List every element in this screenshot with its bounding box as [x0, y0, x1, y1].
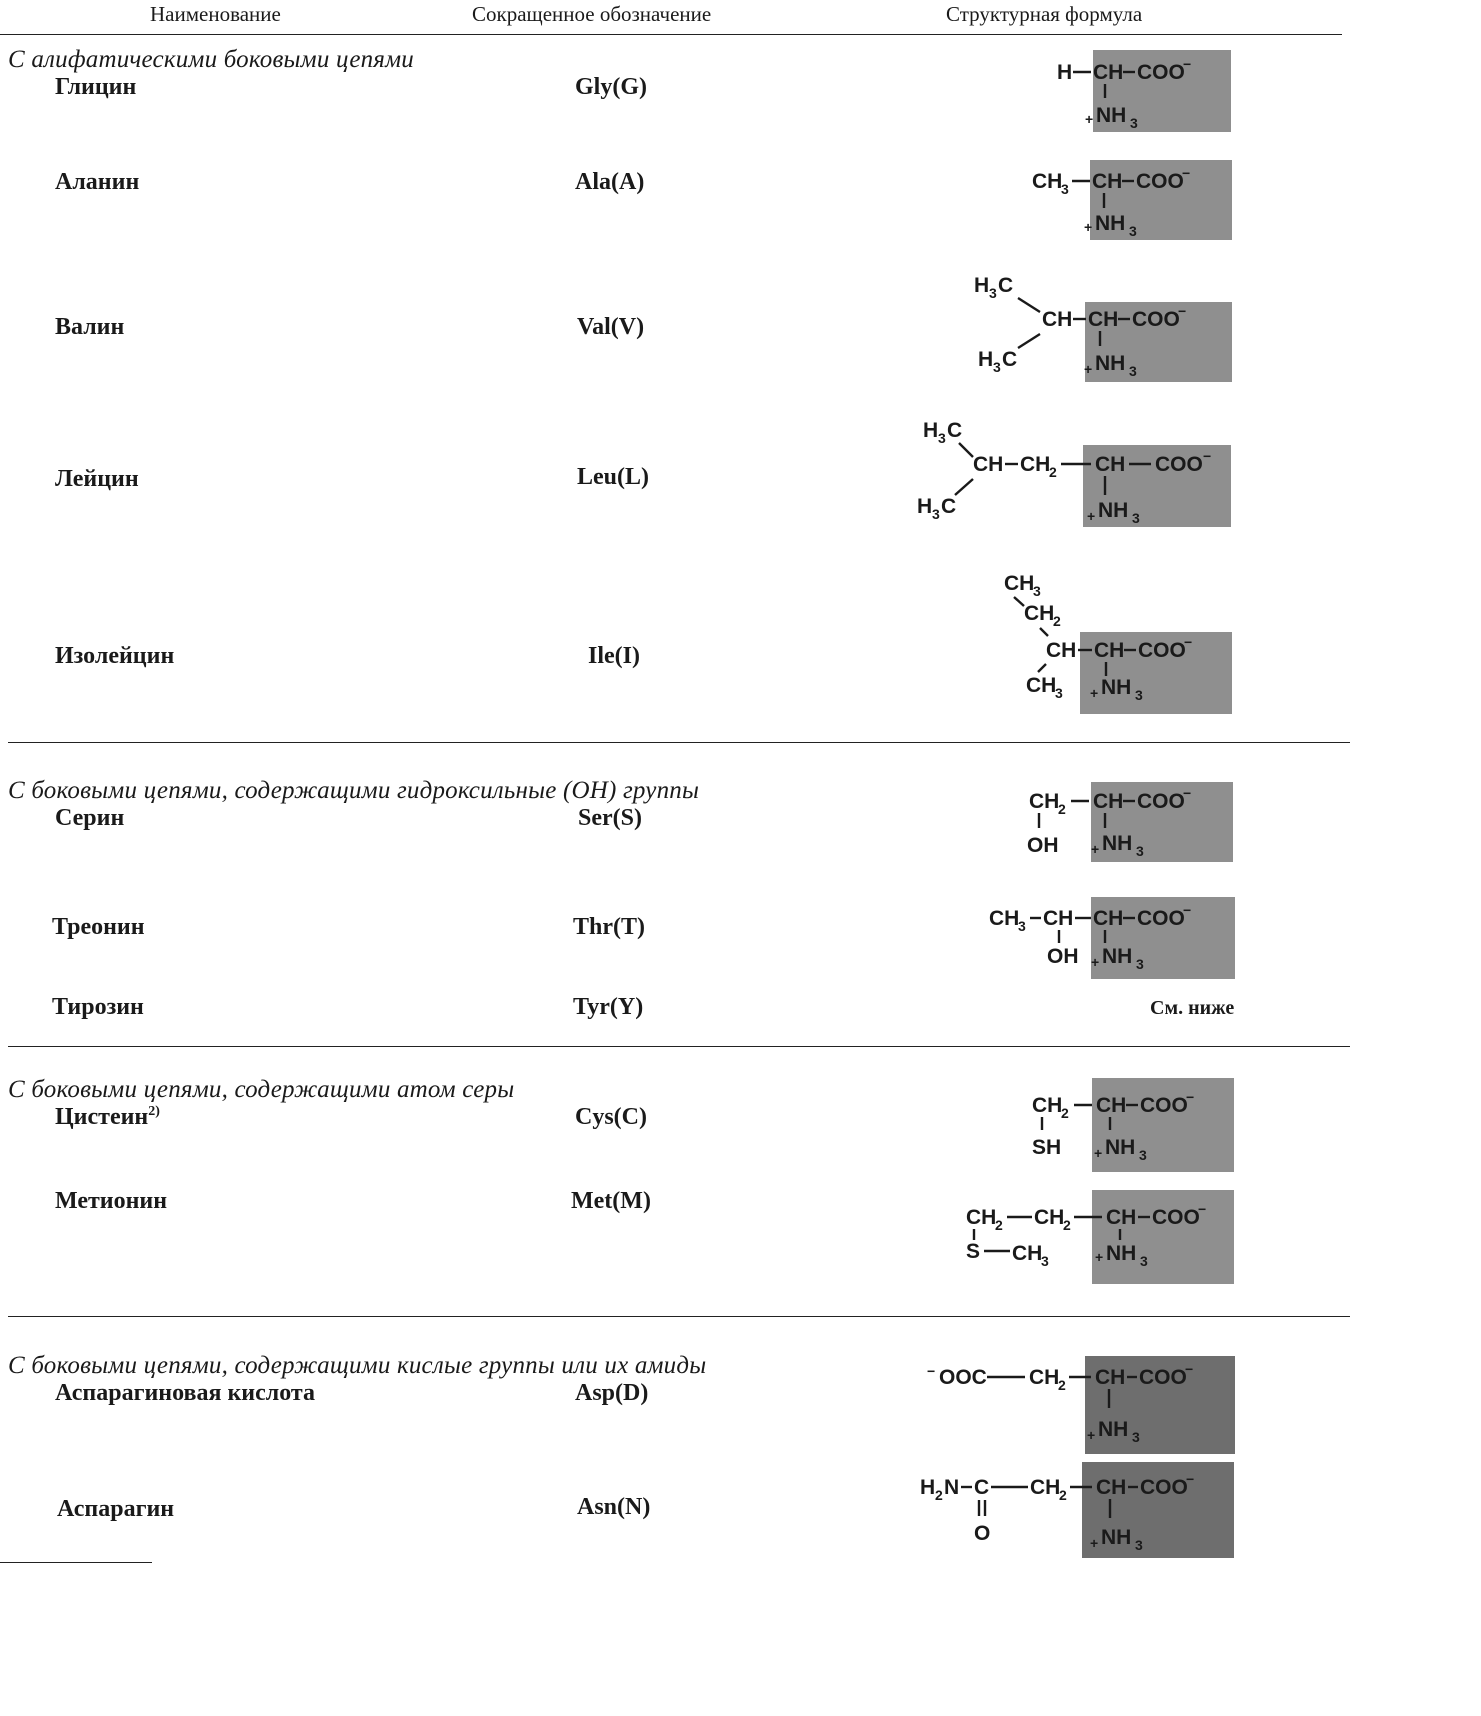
- formula-atom: CH: [1032, 170, 1063, 193]
- formula-charge: −: [1183, 902, 1192, 918]
- row-abbr-glycine: Gly(G): [575, 74, 647, 100]
- formula-atom: CH: [1034, 1206, 1065, 1229]
- formula-atom: S: [966, 1240, 981, 1263]
- formula-subscript: 2: [935, 1487, 943, 1503]
- formula-atom: CH: [1042, 308, 1073, 331]
- formula-subscript: 3: [1140, 1253, 1148, 1269]
- formula-atom: COO: [1137, 907, 1185, 930]
- formula-charge: +: [1094, 1145, 1103, 1161]
- formula-atom: C: [998, 274, 1014, 297]
- row-name-threonine: Треонин: [52, 914, 145, 940]
- formula-charge: +: [1091, 841, 1100, 857]
- formula-atom: CH: [1093, 790, 1124, 813]
- row-name-serine: Серин: [55, 805, 125, 831]
- formula-subscript: 3: [1136, 843, 1144, 859]
- row-name-asparagine: Аспарагин: [57, 1496, 175, 1522]
- formula-subscript: 2: [1058, 801, 1066, 817]
- formula-alanine: [1030, 158, 1235, 243]
- header-rule: [0, 34, 1342, 35]
- formula-subscript: 3: [1041, 1253, 1049, 1269]
- formula-atom: CH: [1004, 572, 1035, 595]
- formula-serine: [1025, 780, 1237, 865]
- formula-atom: H: [974, 274, 990, 297]
- formula-atom: CH: [1095, 1366, 1126, 1389]
- formula-atom: CH: [1030, 1476, 1061, 1499]
- row-abbr-serine: Ser(S): [578, 805, 642, 831]
- formula-atom: C: [974, 1476, 990, 1499]
- formula-subscript: 3: [1129, 223, 1137, 239]
- formula-subscript: 3: [1132, 510, 1140, 526]
- row-name-cysteine: Цистеин$^{2)}$: [55, 1104, 160, 1130]
- formula-atom: CH: [1092, 170, 1123, 193]
- formula-charge: +: [1090, 1535, 1099, 1551]
- formula-atom: OOC: [939, 1366, 987, 1389]
- formula-atom: CH: [1096, 1476, 1127, 1499]
- formula-charge: +: [1091, 954, 1100, 970]
- formula-methionine: [962, 1188, 1238, 1286]
- formula-subscript: 3: [1135, 687, 1143, 703]
- formula-atom: O: [974, 1522, 991, 1545]
- formula-subscript: 3: [1135, 1537, 1143, 1553]
- formula-atom: CH: [1029, 790, 1060, 813]
- formula-atom: COO: [1136, 170, 1184, 193]
- formula-atom: COO: [1140, 1476, 1188, 1499]
- formula-subscript: 2: [1049, 464, 1057, 480]
- formula-charge: +: [1087, 1427, 1096, 1443]
- row-abbr-tyrosine: Tyr(Y): [573, 994, 644, 1020]
- row-abbr-isoleucine: Ile(I): [588, 643, 640, 669]
- formula-subscript: 3: [1129, 363, 1137, 379]
- formula-leucine: [915, 415, 1235, 530]
- formula-subscript: 3: [1055, 685, 1063, 701]
- row-abbr-cysteine: Cys(C): [575, 1104, 647, 1130]
- formula-atom: C: [941, 495, 957, 518]
- formula-charge: +: [1090, 685, 1099, 701]
- formula-subscript: 3: [1033, 583, 1041, 599]
- section-title-hydroxyl: С боковыми цепями, содержащими гидроксильные (ОН) группы: [8, 777, 700, 804]
- formula-charge: −: [1185, 1361, 1194, 1377]
- formula-subscript: 2: [1061, 1105, 1069, 1121]
- formula-charge: +: [1087, 508, 1096, 524]
- row-abbr-methionine: Met(M): [571, 1188, 651, 1214]
- formula-atom: CH: [1106, 1206, 1137, 1229]
- row-abbr-alanine: Ala(A): [575, 169, 645, 195]
- formula-isoleucine: [1000, 568, 1235, 716]
- formula-atom: CH: [1043, 907, 1074, 930]
- header-formula: Структурная формула: [946, 2, 1143, 26]
- row-abbr-threonine: Thr(T): [573, 914, 645, 940]
- row-name-aspartic-acid: Аспарагиновая кислота: [55, 1380, 316, 1406]
- formula-charge: +: [1095, 1249, 1104, 1265]
- formula-atom: NH: [1106, 1242, 1137, 1265]
- section-rule: [8, 1046, 1350, 1047]
- footnote-marker: 2): [148, 1104, 160, 1119]
- formula-charge: −: [1184, 634, 1193, 650]
- row-name-methionine: Метионин: [55, 1188, 168, 1214]
- row-abbr-valine: Val(V): [577, 314, 645, 340]
- formula-atom: OH: [1047, 945, 1079, 968]
- formula-atom: NH: [1102, 832, 1133, 855]
- section-title-aliphatic: С алифатическими боковыми цепями: [8, 46, 414, 73]
- row-name-isoleucine: Изолейцин: [55, 643, 175, 669]
- formula-atom: CH: [1096, 1094, 1127, 1117]
- formula-subscript: 3: [993, 359, 1001, 375]
- row-abbr-leucine: Leu(L): [577, 464, 649, 490]
- formula-subscript: 3: [1130, 115, 1138, 131]
- formula-charge: −: [1186, 1089, 1195, 1105]
- formula-subscript: 3: [1061, 181, 1069, 197]
- formula-cysteine: [1028, 1076, 1238, 1174]
- formula-subscript: 2: [1059, 1487, 1067, 1503]
- formula-atom: SH: [1032, 1136, 1062, 1159]
- formula-atom: H: [920, 1476, 936, 1499]
- formula-atom: NH: [1101, 1526, 1132, 1549]
- highlight-box: [1092, 1190, 1234, 1284]
- row-name-glycine: Глицин: [55, 74, 137, 100]
- formula-charge: −: [1182, 165, 1191, 181]
- formula-atom: H: [1057, 61, 1073, 84]
- section-title-sulfur: С боковыми цепями, содержащими атом серы: [8, 1076, 515, 1103]
- formula-atom: CH: [973, 453, 1004, 476]
- formula-charge: −: [1178, 303, 1187, 319]
- formula-atom: COO: [1139, 1366, 1187, 1389]
- formula-atom: COO: [1155, 453, 1203, 476]
- header-name: Наименование: [150, 2, 281, 26]
- formula-subscript: 3: [938, 430, 946, 446]
- formula-charge: −: [1186, 1471, 1195, 1487]
- formula-atom: H: [923, 419, 939, 442]
- formula-atom: COO: [1137, 790, 1185, 813]
- formula-atom: H: [917, 495, 933, 518]
- section-rule: [8, 742, 1350, 743]
- formula-asparagine: [918, 1460, 1240, 1560]
- formula-subscript: 2: [1063, 1217, 1071, 1233]
- row-name-tyrosine: Тирозин: [52, 994, 144, 1020]
- footnote-rule: [0, 1562, 152, 1563]
- formula-charge: +: [1084, 361, 1093, 377]
- row-abbr-aspartic-acid: Asp(D): [575, 1380, 649, 1406]
- formula-subscript: 3: [1139, 1147, 1147, 1163]
- formula-atom: CH: [1088, 308, 1119, 331]
- formula-atom: COO: [1140, 1094, 1188, 1117]
- formula-charge: −: [1198, 1201, 1207, 1217]
- formula-atom: NH: [1095, 212, 1126, 235]
- formula-atom: CH: [1095, 453, 1126, 476]
- formula-charge: −: [927, 1363, 936, 1379]
- formula-atom: C: [1002, 348, 1018, 371]
- formula-threonine: [987, 895, 1239, 983]
- formula-atom: NH: [1095, 352, 1126, 375]
- formula-atom: NH: [1098, 1418, 1129, 1441]
- formula-valine: [970, 270, 1235, 385]
- formula-atom: CH: [989, 907, 1020, 930]
- formula-atom: CH: [1020, 453, 1051, 476]
- formula-atom: CH: [1094, 639, 1125, 662]
- formula-atom: N: [944, 1476, 960, 1499]
- formula-charge: +: [1085, 111, 1094, 127]
- formula-atom: CH: [1029, 1366, 1060, 1389]
- formula-atom: NH: [1102, 945, 1133, 968]
- formula-atom: CH: [1026, 674, 1057, 697]
- row-name-leucine: Лейцин: [55, 466, 139, 492]
- formula-atom: H: [978, 348, 994, 371]
- formula-atom: COO: [1137, 61, 1185, 84]
- formula-charge: −: [1203, 448, 1212, 464]
- formula-subscript: 2: [1058, 1377, 1066, 1393]
- section-rule: [8, 1316, 1350, 1317]
- formula-subscript: 3: [1132, 1429, 1140, 1445]
- formula-atom: NH: [1096, 104, 1127, 127]
- row-name-valine: Валин: [55, 314, 125, 340]
- formula-atom: NH: [1105, 1136, 1136, 1159]
- formula-subscript: 3: [932, 506, 940, 522]
- formula-atom: CH: [1046, 639, 1077, 662]
- formula-atom: CH: [1012, 1242, 1043, 1265]
- row-abbr-asparagine: Asn(N): [577, 1494, 651, 1520]
- formula-atom: CH: [1032, 1094, 1063, 1117]
- section-title-acidic: С боковыми цепями, содержащими кислые группы или их амиды: [8, 1352, 707, 1379]
- formula-atom: CH: [1024, 602, 1055, 625]
- formula-atom: COO: [1152, 1206, 1200, 1229]
- formula-subscript: 3: [1136, 956, 1144, 972]
- formula-subscript: 3: [1018, 918, 1026, 934]
- formula-subscript: 2: [1053, 613, 1061, 629]
- formula-charge: +: [1084, 219, 1093, 235]
- formula-atom: CH: [1093, 61, 1124, 84]
- formula-atom: COO: [1132, 308, 1180, 331]
- formula-charge: −: [1183, 785, 1192, 801]
- header-abbr: Сокращенное обозначение: [472, 2, 712, 26]
- formula-subscript: 3: [989, 285, 997, 301]
- formula-atom: C: [947, 419, 963, 442]
- row-formula-note-tyrosine: См. ниже: [1150, 997, 1235, 1019]
- formula-atom: COO: [1138, 639, 1186, 662]
- formula-atom: OH: [1027, 834, 1059, 857]
- formula-glycine: [1055, 50, 1235, 135]
- formula-atom: NH: [1098, 499, 1129, 522]
- formula-atom: CH: [966, 1206, 997, 1229]
- formula-subscript: 2: [995, 1217, 1003, 1233]
- row-name-alanine: Аланин: [55, 169, 140, 195]
- formula-charge: −: [1183, 56, 1192, 72]
- formula-aspartic-acid: [925, 1354, 1239, 1456]
- formula-atom: NH: [1101, 676, 1132, 699]
- formula-atom: CH: [1093, 907, 1124, 930]
